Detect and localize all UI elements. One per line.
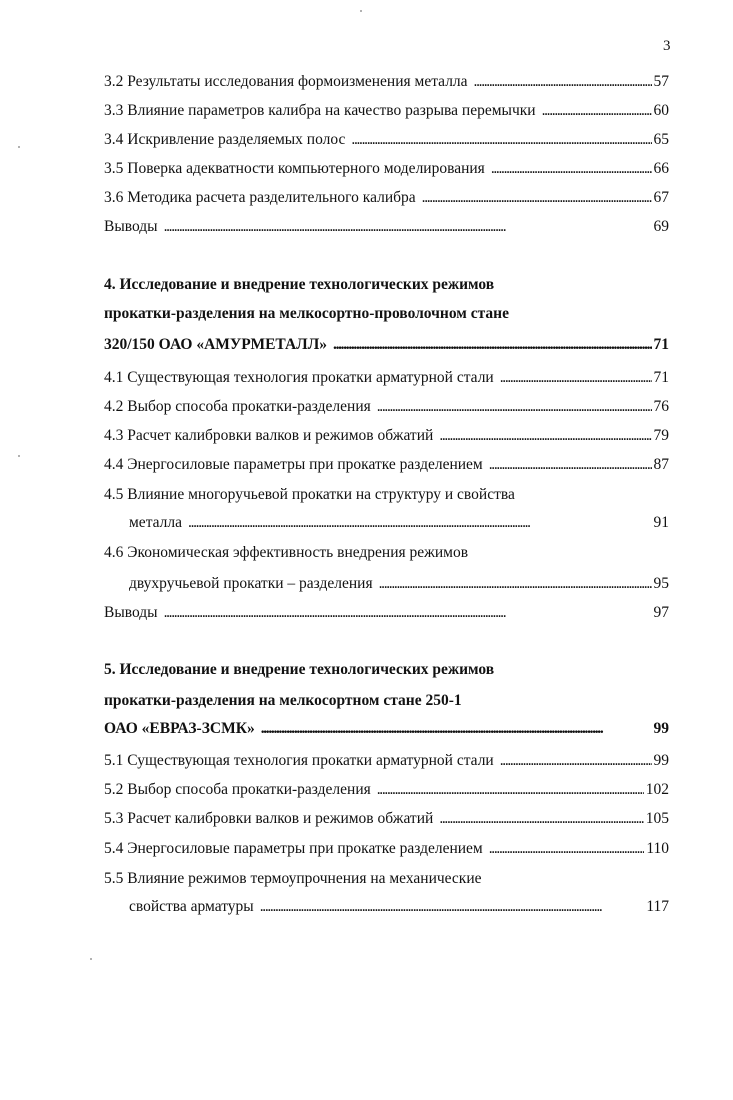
dot-leader	[333, 335, 651, 355]
toc-entry-4-3: 4.3 Расчет калибровки валков и режимов обжатий . . . 79	[104, 424, 669, 446]
dot-leader	[164, 217, 652, 237]
toc-entry-4-6-line-2: двухручьевой прокатки – разделения . . . 95	[129, 572, 669, 594]
dot-leader	[489, 455, 652, 475]
dot-leader	[351, 130, 651, 150]
dot-leader	[260, 897, 645, 917]
toc-entry-5-2: 5.2 Выбор способа прокатки-разделения . . . 102	[104, 778, 669, 800]
toc-entry-4-conclusions: Выводы . . . 97	[104, 601, 669, 623]
dot-leader	[188, 513, 651, 533]
toc-entry-5-3: 5.3 Расчет калибровки валков и режимов обжатий . . . 105	[104, 807, 669, 829]
section-5-heading-line-3: ОАО «ЕВРАЗ-ЗСМК» . . . 99	[104, 717, 669, 739]
section-5-heading-line-2: прокатки-разделения на мелкосортном стане 250-1	[104, 692, 462, 709]
dot-leader	[377, 780, 644, 800]
dot-leader	[542, 101, 652, 121]
scan-speck	[18, 455, 20, 457]
dot-leader	[261, 719, 652, 739]
toc-entry-3-5: 3.5 Поверка адекватности компьютерного моделирования . . . 66	[104, 157, 669, 179]
page-number: 3	[663, 38, 671, 54]
toc-entry-5-4: 5.4 Энергосиловые параметры при прокатке разделением . . . 110	[104, 837, 669, 859]
toc-entry-4-5-line-2: металла . . . 91	[129, 511, 669, 533]
toc-entry-3-2: 3.2 Результаты исследования формоизменения металла . . . 57	[104, 70, 669, 92]
scan-speck	[360, 10, 362, 12]
section-5-heading-line-1: 5. Исследование и внедрение технологических режимов	[104, 661, 495, 678]
scan-speck	[18, 146, 20, 148]
toc-entry-3-6: 3.6 Методика расчета разделительного калибра . . . 67	[104, 186, 669, 208]
dot-leader	[489, 839, 645, 859]
toc-entry-4-4: 4.4 Энергосиловые параметры при прокатке разделением . . . 87	[104, 453, 669, 475]
toc-entry-5-5-line-2: свойства арматуры . . . 117	[129, 895, 669, 917]
dot-leader	[379, 574, 652, 594]
dot-leader	[439, 426, 651, 446]
toc-entry-4-2: 4.2 Выбор способа прокатки-разделения . . . 76	[104, 395, 669, 417]
dot-leader	[439, 809, 643, 829]
toc-entry-3-3: 3.3 Влияние параметров калибра на качество разрыва перемычки . . . 60	[104, 99, 669, 121]
toc-entry-3-4: 3.4 Искривление разделяемых полос . . . 65	[104, 128, 669, 150]
dot-leader	[377, 397, 652, 417]
dot-leader	[474, 72, 652, 92]
dot-leader	[491, 159, 652, 179]
toc-entry-5-1: 5.1 Существующая технология прокатки арматурной стали . . . 99	[104, 749, 669, 771]
toc-entry-3-conclusions: Выводы . . . 69	[104, 215, 669, 237]
scan-speck	[90, 958, 92, 960]
section-4-heading-line-2: прокатки-разделения на мелкосортно-проволочном стане	[104, 305, 509, 322]
dot-leader	[422, 188, 652, 208]
section-4-heading-line-3: 320/150 ОАО «АМУРМЕТАЛЛ» . . . 71	[104, 333, 669, 355]
dot-leader	[500, 368, 652, 388]
section-4-heading-line-1: 4. Исследование и внедрение технологических режимов	[104, 276, 495, 293]
toc-entry-4-1: 4.1 Существующая технология прокатки арматурной стали . . . 71	[104, 366, 669, 388]
dot-leader	[164, 603, 652, 623]
toc-entry-5-5-line-1: 5.5 Влияние режимов термоупрочнения на механические	[104, 870, 482, 887]
toc-entry-4-5-line-1: 4.5 Влияние многоручьевой прокатки на структуру и свойства	[104, 486, 515, 503]
dot-leader	[500, 751, 652, 771]
toc-entry-4-6-line-1: 4.6 Экономическая эффективность внедрения режимов	[104, 544, 469, 561]
